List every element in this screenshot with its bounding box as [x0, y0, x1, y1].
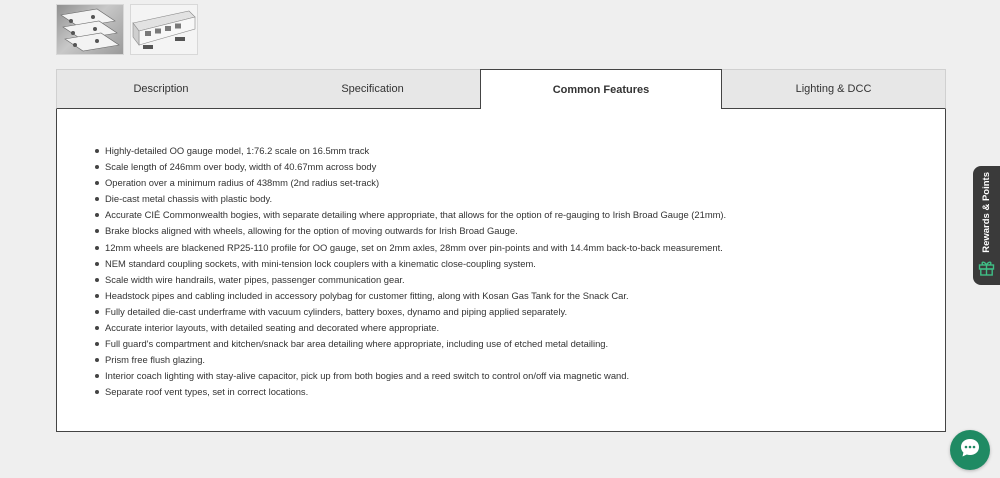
product-tabs: [56, 69, 946, 110]
chat-button[interactable]: [950, 430, 990, 470]
tab-lighting-dcc[interactable]: [722, 69, 946, 109]
feature-item: Full guard's compartment and kitchen/snack bar area detailing where appropriate, including use of etched metal detailing.: [105, 336, 726, 352]
features-list: [105, 143, 726, 401]
feature-item: Scale length of 246mm over body, width of 40.67mm across body: [105, 159, 726, 175]
gift-icon: [978, 259, 995, 281]
feature-item: Headstock pipes and cabling included in accessory polybag for customer fitting, along with Kosan Gas Tank for the Snack Car.: [105, 288, 726, 304]
bogies-thumbnail[interactable]: [56, 4, 124, 55]
chat-icon: [959, 437, 981, 464]
rewards-points-label: Rewards & Points: [981, 172, 992, 253]
feature-item: Prism free flush glazing.: [105, 352, 726, 368]
feature-item: 12mm wheels are blackened RP25-110 profile for OO gauge, set on 2mm axles, 28mm over pin-points and with 14.4mm back-to-back measurement.: [105, 240, 726, 256]
feature-item: Brake blocks aligned with wheels, allowing for the option of moving outwards for Irish Broad Gauge.: [105, 223, 726, 239]
bogies-image: [57, 5, 123, 54]
feature-item: Interior coach lighting with stay-alive capacitor, pick up from both bogies and a reed switch to control on/off via magnetic wand.: [105, 368, 726, 384]
feature-item: NEM standard coupling sockets, with mini-tension lock couplers with a kinematic close-coupling system.: [105, 256, 726, 272]
feature-item: Accurate CIÉ Commonwealth bogies, with separate detailing where appropriate, that allows for the option of re-gauging to Irish Broad Gauge (21mm).: [105, 207, 726, 223]
feature-item: Fully detailed die-cast underframe with vacuum cylinders, battery boxes, dynamo and piping applied separately.: [105, 304, 726, 320]
feature-item: Die-cast metal chassis with plastic body.: [105, 191, 726, 207]
tab-specification-label: Specification: [341, 83, 404, 95]
rewards-points-button[interactable]: [973, 166, 1000, 285]
coach-image: [131, 5, 197, 54]
feature-item: Highly-detailed OO gauge model, 1:76.2 scale on 16.5mm track: [105, 143, 726, 159]
common-features-panel: [56, 109, 946, 432]
coach-thumbnail[interactable]: [130, 4, 198, 55]
tab-common-features[interactable]: [480, 69, 722, 110]
feature-item: Scale width wire handrails, water pipes, passenger communication gear.: [105, 272, 726, 288]
feature-item: Operation over a minimum radius of 438mm (2nd radius set-track): [105, 175, 726, 191]
feature-item: Accurate interior layouts, with detailed seating and decorated where appropriate.: [105, 320, 726, 336]
feature-item: Separate roof vent types, set in correct locations.: [105, 384, 726, 400]
tab-description-label: Description: [133, 83, 189, 95]
tab-description[interactable]: [56, 69, 265, 109]
tab-common-features-label: Common Features: [552, 83, 650, 96]
product-thumbnails: [56, 4, 198, 55]
tab-specification[interactable]: [265, 69, 480, 109]
tab-lighting-dcc-label: Lighting & DCC: [795, 83, 872, 95]
